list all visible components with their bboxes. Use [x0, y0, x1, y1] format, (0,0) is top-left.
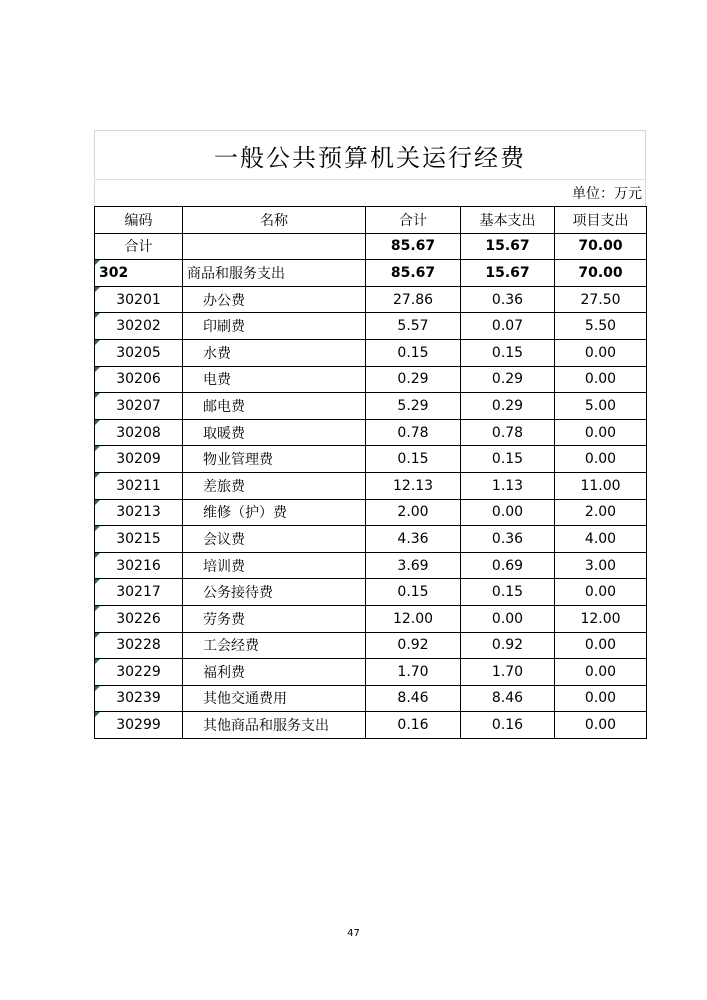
row-project: 0.00 — [555, 632, 647, 659]
row-code: 30205 — [95, 339, 183, 366]
total-name — [183, 233, 366, 260]
cell-marker-icon — [95, 260, 100, 265]
row-code: 30206 — [95, 366, 183, 393]
row-code: 30228 — [95, 632, 183, 659]
page-number: 47 — [347, 928, 360, 939]
total-project: 70.00 — [555, 233, 647, 260]
row-project: 0.00 — [555, 685, 647, 712]
table-row — [95, 419, 647, 446]
row-basic: 1.70 — [461, 659, 555, 686]
row-basic: 0.92 — [461, 632, 555, 659]
table-row — [95, 712, 647, 739]
row-total: 27.86 — [366, 286, 461, 313]
header-code: 编码 — [95, 207, 183, 234]
row-name: 取暖费 — [183, 419, 366, 446]
row-basic: 0.00 — [461, 499, 555, 526]
row-basic: 1.13 — [461, 472, 555, 499]
total-row — [95, 233, 647, 260]
row-code: 30239 — [95, 685, 183, 712]
row-basic: 0.69 — [461, 552, 555, 579]
row-code: 30299 — [95, 712, 183, 739]
row-total: 5.57 — [366, 313, 461, 340]
cell-marker-icon — [95, 526, 100, 531]
row-name: 工会经费 — [183, 632, 366, 659]
row-project: 3.00 — [555, 552, 647, 579]
category-basic: 15.67 — [461, 260, 555, 287]
cell-marker-icon — [95, 367, 100, 372]
row-name: 电费 — [183, 366, 366, 393]
row-basic: 0.29 — [461, 393, 555, 420]
row-total: 0.15 — [366, 579, 461, 606]
row-total: 0.78 — [366, 419, 461, 446]
table-row — [95, 366, 647, 393]
category-name: 商品和服务支出 — [183, 260, 366, 287]
row-total: 8.46 — [366, 685, 461, 712]
header-basic: 基本支出 — [461, 207, 555, 234]
table-row — [95, 446, 647, 473]
row-name: 培训费 — [183, 552, 366, 579]
row-name: 劳务费 — [183, 605, 366, 632]
cell-marker-icon — [95, 313, 100, 318]
row-total: 0.15 — [366, 446, 461, 473]
unit-label: 单位：万元 — [94, 179, 646, 206]
table-row — [95, 339, 647, 366]
row-total: 0.92 — [366, 632, 461, 659]
expense-table — [94, 206, 647, 739]
row-project: 0.00 — [555, 712, 647, 739]
row-name: 物业管理费 — [183, 446, 366, 473]
cell-marker-icon — [95, 500, 100, 505]
row-basic: 0.36 — [461, 286, 555, 313]
row-total: 12.00 — [366, 605, 461, 632]
cell-marker-icon — [95, 446, 100, 451]
row-code: 30217 — [95, 579, 183, 606]
row-project: 2.00 — [555, 499, 647, 526]
header-project: 项目支出 — [555, 207, 647, 234]
cell-marker-icon — [95, 712, 100, 717]
row-name: 公务接待费 — [183, 579, 366, 606]
header-total: 合计 — [366, 207, 461, 234]
cell-marker-icon — [95, 686, 100, 691]
row-total: 3.69 — [366, 552, 461, 579]
row-total: 1.70 — [366, 659, 461, 686]
row-basic: 0.00 — [461, 605, 555, 632]
row-total: 0.16 — [366, 712, 461, 739]
row-basic: 0.15 — [461, 339, 555, 366]
row-code: 30216 — [95, 552, 183, 579]
table-row — [95, 313, 647, 340]
row-total: 5.29 — [366, 393, 461, 420]
cell-marker-icon — [95, 340, 100, 345]
header-name: 名称 — [183, 207, 366, 234]
row-name: 水费 — [183, 339, 366, 366]
row-project: 0.00 — [555, 339, 647, 366]
cell-marker-icon — [95, 606, 100, 611]
row-code: 30211 — [95, 472, 183, 499]
row-code: 30229 — [95, 659, 183, 686]
table-row — [95, 605, 647, 632]
row-project: 12.00 — [555, 605, 647, 632]
category-project: 70.00 — [555, 260, 647, 287]
row-name: 邮电费 — [183, 393, 366, 420]
row-total: 4.36 — [366, 526, 461, 553]
row-project: 5.50 — [555, 313, 647, 340]
row-name: 维修（护）费 — [183, 499, 366, 526]
row-project: 0.00 — [555, 446, 647, 473]
row-basic: 0.78 — [461, 419, 555, 446]
table-row — [95, 685, 647, 712]
row-project: 4.00 — [555, 526, 647, 553]
table-row — [95, 393, 647, 420]
table-row — [95, 286, 647, 313]
row-code: 30208 — [95, 419, 183, 446]
table-row — [95, 499, 647, 526]
table-row — [95, 526, 647, 553]
table-row — [95, 472, 647, 499]
total-basic: 15.67 — [461, 233, 555, 260]
row-project: 27.50 — [555, 286, 647, 313]
row-basic: 0.29 — [461, 366, 555, 393]
table-row — [95, 579, 647, 606]
category-code: 302 — [95, 260, 183, 287]
row-basic: 0.36 — [461, 526, 555, 553]
table-row — [95, 552, 647, 579]
row-total: 12.13 — [366, 472, 461, 499]
row-basic: 0.15 — [461, 579, 555, 606]
row-basic: 8.46 — [461, 685, 555, 712]
cell-marker-icon — [95, 420, 100, 425]
row-code: 30226 — [95, 605, 183, 632]
row-name: 其他交通费用 — [183, 685, 366, 712]
total-sum: 85.67 — [366, 233, 461, 260]
row-project: 0.00 — [555, 579, 647, 606]
row-code: 30202 — [95, 313, 183, 340]
total-label: 合计 — [95, 233, 183, 260]
row-code: 30201 — [95, 286, 183, 313]
row-project: 0.00 — [555, 419, 647, 446]
cell-marker-icon — [95, 393, 100, 398]
row-name: 福利费 — [183, 659, 366, 686]
table-header-row — [95, 207, 647, 234]
cell-marker-icon — [95, 579, 100, 584]
cell-marker-icon — [95, 659, 100, 664]
table-row — [95, 659, 647, 686]
row-project: 0.00 — [555, 366, 647, 393]
cell-marker-icon — [95, 473, 100, 478]
row-code: 30209 — [95, 446, 183, 473]
row-code: 30213 — [95, 499, 183, 526]
row-project: 0.00 — [555, 659, 647, 686]
row-total: 0.29 — [366, 366, 461, 393]
cell-marker-icon — [95, 633, 100, 638]
table-row — [95, 632, 647, 659]
row-basic: 0.15 — [461, 446, 555, 473]
row-name: 办公费 — [183, 286, 366, 313]
cell-marker-icon — [95, 287, 100, 292]
category-row — [95, 260, 647, 287]
row-project: 5.00 — [555, 393, 647, 420]
sheet-title: 一般公共预算机关运行经费 — [94, 130, 646, 179]
row-name: 其他商品和服务支出 — [183, 712, 366, 739]
row-total: 2.00 — [366, 499, 461, 526]
row-name: 差旅费 — [183, 472, 366, 499]
category-total: 85.67 — [366, 260, 461, 287]
row-basic: 0.16 — [461, 712, 555, 739]
cell-marker-icon — [95, 553, 100, 558]
row-basic: 0.07 — [461, 313, 555, 340]
row-code: 30215 — [95, 526, 183, 553]
row-project: 11.00 — [555, 472, 647, 499]
budget-sheet — [94, 130, 646, 739]
row-total: 0.15 — [366, 339, 461, 366]
row-code: 30207 — [95, 393, 183, 420]
row-name: 印刷费 — [183, 313, 366, 340]
row-name: 会议费 — [183, 526, 366, 553]
